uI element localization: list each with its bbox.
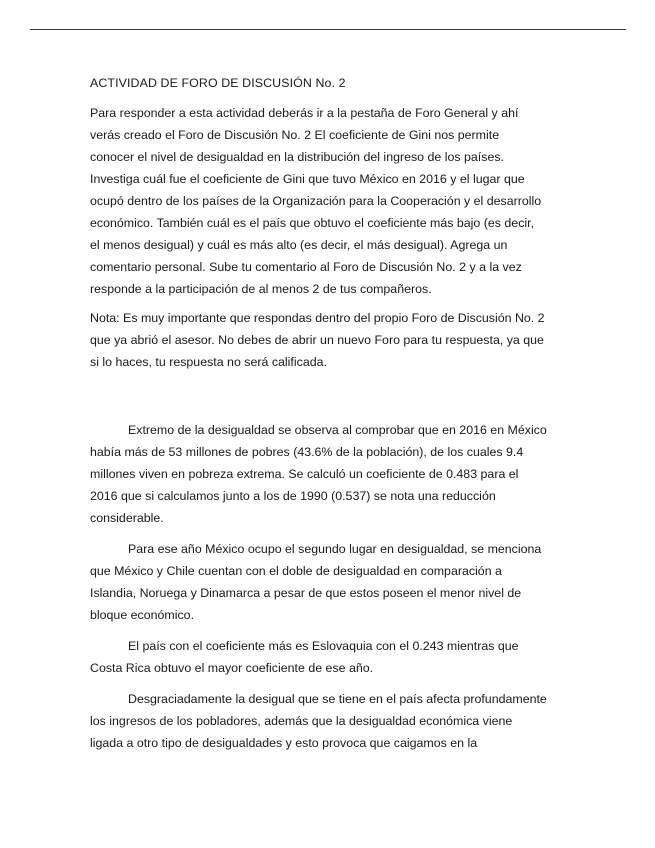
body-paragraph-1: Extremo de la desigualdad se observa al comprobar que en 2016 en México había más de 53 millones de pobres (43.6% de la población), de los cuales 9.4 millones viven en pobreza extrema. Se calculó un coeficiente de 0.483 para el 2016 que si calculamos junto a los de 1990 (0.537) se nota una reducción considerable. [90, 423, 547, 525]
body-paragraph-2: Para ese año México ocupo el segundo lugar en desigualdad, se menciona que México y Chile cuentan con el doble de desigualdad en comparación a Islandia, Noruega y Dinamarca a pesar de que estos poseen el menor nivel de bloque económico. [90, 542, 542, 622]
body-paragraph-3: El país con el coeficiente más es Eslovaquia con el 0.243 mientras que Costa Rica obtuvo el mayor coeficiente de ese año. [90, 639, 519, 675]
document-title: ACTIVIDAD DE FORO DE DISCUSIÓN No. 2 [90, 76, 346, 90]
document-body [90, 73, 568, 763]
instructions-paragraph: Para responder a esta actividad deberás ir a la pestaña de Foro General y ahí verás creado el Foro de Discusión No. 2 El coeficiente de Gini nos permite conocer el nivel de desigualdad en la distribución del ingreso de los países. Investiga cuál fue el coeficiente de Gini que tuvo México en 2016 y el lugar que ocupó dentro de los países de la Organización para la Cooperación y el desarrollo económico. También cuál es el país que obtuvo el coeficiente más bajo (es decir, el menos desigual) y cuál es más alto (es decir, el más desigual). Agrega un comentario personal. Sube tu comentario al Foro de Discusión No. 2 y a la vez responde a la participación de al menos 2 de tus compañeros. [90, 106, 542, 296]
note-paragraph: Nota: Es muy importante que respondas dentro del propio Foro de Discusión No. 2 que ya abrió el asesor. No debes de abrir un nuevo Foro para tu respuesta, ya que si lo haces, tu respuesta no será calificada. [90, 311, 545, 369]
header-rule [30, 29, 626, 30]
body-paragraph-4: Desgraciadamente la desigual que se tiene en el país afecta profundamente los ingresos de los pobladores, además que la desigualdad económica viene ligada a otro tipo de desigualdades y esto provoca que caigamos en la [90, 692, 547, 750]
